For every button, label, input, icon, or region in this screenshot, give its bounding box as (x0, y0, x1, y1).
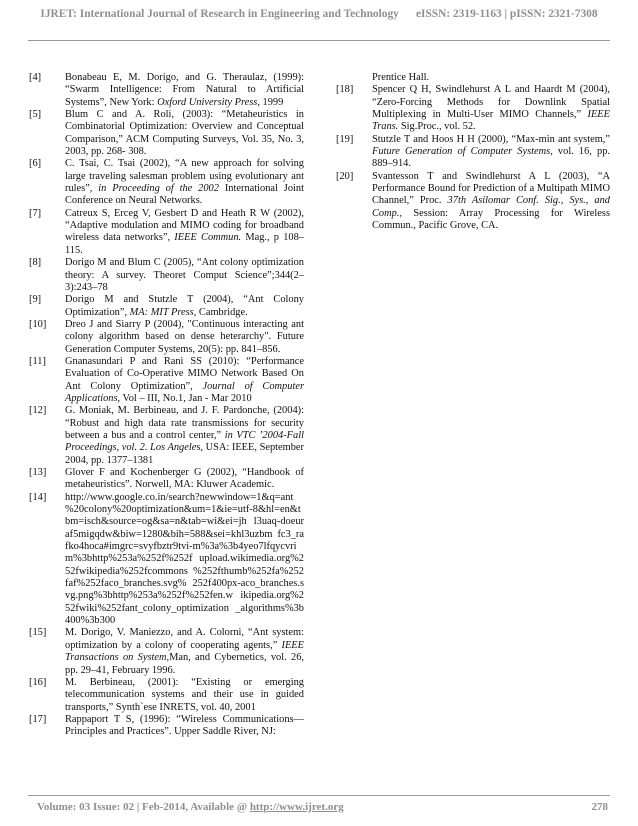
reference-number: [15] (29, 627, 47, 639)
reference-number: [6] (29, 158, 42, 170)
reference-segment: , 1999 (257, 96, 284, 108)
reference-text (65, 467, 304, 492)
reference-italic-segment: IEEE Commun. (174, 232, 242, 244)
reference-entry (29, 257, 304, 294)
reference-entry (29, 294, 304, 319)
reference-number: [13] (29, 467, 47, 478)
reference-segment: ,Man, and Cybernetics, vol. 26, pp. 29–41, February 1996. (65, 652, 304, 676)
reference-segment: Bonabeau E, M. Dorigo, and G. Theraulaz, (1999): “Swarm Intelligence: From Natural to Artificial Systems”, New York: (65, 72, 304, 108)
reference-italic-segment: in Proceeding of the 2002 (98, 183, 219, 195)
footer-prefix: Volume: 03 Issue: 02 | Feb-2014, Available @ (37, 801, 250, 813)
reference-segment: Svantesson T and Swindlehurst A L (2003), “A Performance Bound for Prediction of a Multipath MIMO Channel,” Proc. (372, 170, 610, 207)
reference-text (65, 109, 304, 158)
footer-divider (28, 795, 610, 796)
reference-entry (29, 72, 304, 109)
reference-italic-segment: 37th Asilomar Conf. Sig., Sys., and Comp. (372, 195, 610, 219)
reference-text (65, 208, 304, 257)
reference-entry (29, 467, 304, 492)
reference-text (65, 405, 304, 467)
reference-number: [10] (29, 318, 47, 330)
reference-segment: C. Tsai, C. Tsai (2002), “A new approach for solving large traveling salesman problem using evolutionary ant rules”, (65, 158, 304, 195)
reference-segment: Sig.Proc., vol. 52. (398, 121, 476, 133)
reference-segment: Mag., p 108–115. (65, 232, 304, 256)
reference-number: [8] (29, 257, 42, 269)
reference-segment: http://www.google.co.in/search?newwindow=1&q=ant %20colony%20optimization&um=1&ie=utf-8&hl=en&tbm=isch&source=og&sa=n&tab=wi&ei=jh l3uaq-doeuraf5migqdw&biw=1280&bih=588&sei=khl3uzbm fc3_rafko4hoca#imgrc=svyfbztr9tvi-m%3a%3b4yeo7lfqycvrim%3bhttp%253a%252f%252f upload.wikimedia.org%252fwikipedia%252fcommons %252fthumb%252fa%252faf%252faco_branches.svg% 252f400px-aco_branches.svg.png%3bhttp%253a%252f%252fen.w ikipedia.org%252fwiki%252fant_colony_optimization _algorithms%3b400%3b300 (65, 491, 304, 627)
reference-italic-segment: IEEE Transactions on System (65, 639, 304, 664)
reference-entry (336, 134, 610, 171)
reference-segment: , vol. 16, pp. 889–914. (372, 146, 611, 170)
reference-entry (29, 208, 304, 257)
reference-entry (29, 492, 304, 628)
reference-italic-segment: Future Generation of Computer Systems (372, 146, 551, 158)
reference-entry (29, 319, 304, 356)
reference-text (372, 171, 610, 233)
reference-text (65, 294, 304, 319)
reference-text (65, 492, 304, 628)
reference-text (65, 72, 304, 109)
reference-italic-segment: IEEE Trans. (372, 109, 610, 133)
reference-text (65, 356, 304, 405)
reference-italic-segment: in VTC ’2004-Fall Proceedings, vol. 2. Los Angele (65, 429, 304, 454)
reference-number: [17] (29, 713, 47, 725)
reference-number: [16] (29, 676, 47, 688)
reference-segment: Stutzle T and Hoos H H (2000), “Max-min ant system,” (372, 133, 610, 145)
reference-text (65, 158, 304, 207)
reference-text (372, 134, 610, 171)
issn-text: eISSN: 2319-1163 | pISSN: 2321-7308 (415, 8, 598, 20)
reference-number: [19] (336, 133, 354, 145)
reference-segment: Dreo J and Siarry P (2004), "Continuous interacting ant colony algorithm based on dense heterarchy". Future Generation Computer Systems, 20(5): pp. 841–856. (65, 318, 304, 355)
reference-number: [7] (29, 207, 42, 219)
reference-segment: Prentice Hall. (372, 72, 430, 83)
reference-segment: Blum C and A. Roli, (2003): “Metaheuristics in Combinatorial Optimization: Overview and Conceptual Comparison,” ACM Computing Surveys, Vol. 35, No. 3, 2003, pp. 268- 308. (65, 109, 304, 158)
reference-text (65, 319, 304, 356)
reference-entry (29, 677, 304, 714)
reference-italic-segment: Oxford University Press (157, 96, 258, 108)
reference-segment: Gnanasundari P and Rani SS (2010): “Performance Evaluation of Co-Operative MIMO Network Based On Ant Colony Optimization”, (65, 355, 304, 392)
reference-text (65, 627, 304, 676)
reference-italic-segment: MA: MIT Press (129, 306, 194, 318)
footer-volume-info (37, 801, 344, 813)
header-divider (28, 40, 610, 41)
journal-title: IJRET: International Journal of Research in Engineering and Technology (40, 8, 399, 20)
reference-segment: Dorigo M and Stutzle T (2004), “Ant Colony Optimization”, (65, 294, 304, 318)
reference-entry (29, 627, 304, 676)
reference-number: [12] (29, 405, 47, 417)
reference-entry (29, 714, 304, 739)
reference-text (65, 257, 304, 294)
reference-segment: , Cambridge. (193, 306, 248, 318)
reference-number: [14] (29, 491, 47, 503)
reference-number: [11] (29, 355, 46, 367)
reference-segment: s, USA: IEEE, September 2004, pp. 1377–1381 (65, 442, 305, 466)
reference-number: [18] (336, 84, 354, 96)
reference-number (336, 72, 372, 84)
reference-entry (336, 171, 610, 233)
reference-text (372, 84, 610, 133)
reference-segment: M. Dorigo, V. Maniezzo, and A. Colorni, “Ant system: optimization by a colony of cooperating agents,” (65, 627, 304, 651)
journal-website-link[interactable]: http://www.ijret.org (249, 801, 344, 813)
references-right-column (336, 72, 610, 232)
reference-segment: International Joint Conference on Neural Networks. (65, 183, 304, 207)
reference-segment: Catreux S, Erceg V, Gesbert D and Heath R W (2002), “Adaptive modulation and MIMO coding for broadband wireless data networks”, (65, 207, 304, 244)
reference-segment: M. Berbineau, (2001): “Existing or emerging telecommunication systems and their use in guided transports,” Synth`ese INRETS, vol. 40, 2001 (65, 676, 304, 713)
reference-entry (29, 109, 304, 158)
reference-number: [20] (336, 170, 354, 182)
page-number: 278 (591, 801, 608, 813)
reference-text (65, 677, 304, 714)
reference-entry (336, 84, 610, 133)
reference-number: [4] (29, 72, 42, 83)
reference-text (65, 714, 304, 739)
reference-number: [5] (29, 109, 42, 121)
reference-text (372, 72, 610, 84)
references-left-column (29, 72, 304, 739)
reference-segment: Glover F and Kochenberger G (2002), “Handbook of metaheuristics”. Norwell, MA: Kluwer Academic. (65, 467, 304, 491)
reference-segment: , Vol – III, No.1, Jan - Mar 2010 (117, 392, 252, 404)
reference-segment: Rappaport T S, (1996): “Wireless Communications—Principles and Practices”. Upper Saddle River, NJ: (65, 713, 304, 738)
reference-entry (29, 158, 304, 207)
reference-entry (336, 72, 610, 84)
reference-italic-segment: Journal of Computer Applications (65, 380, 304, 404)
reference-segment: Spencer Q H, Swindlehurst A L and Haardt M (2004), “Zero-Forcing Methods for Downlink Spatial Multiplexing in Multi-User MIMO Channels,” (372, 84, 610, 121)
reference-number: [9] (29, 294, 42, 306)
running-header (0, 8, 638, 20)
reference-segment: , Session: Array Processing for Wireless Commun., Pacific Grove, CA. (372, 207, 610, 232)
reference-segment: Dorigo M and Blum C (2005), “Ant colony optimization theory: A survey. Theoret Comput Science”;344(2–3):243–78 (65, 257, 304, 293)
reference-segment: G. Moniak, M. Berbineau, and J. F. Pardonche, (2004): “Robust and high data rate transmissions for security between a bus and a control center,” (65, 405, 304, 441)
reference-entry (29, 405, 304, 467)
reference-entry (29, 356, 304, 405)
